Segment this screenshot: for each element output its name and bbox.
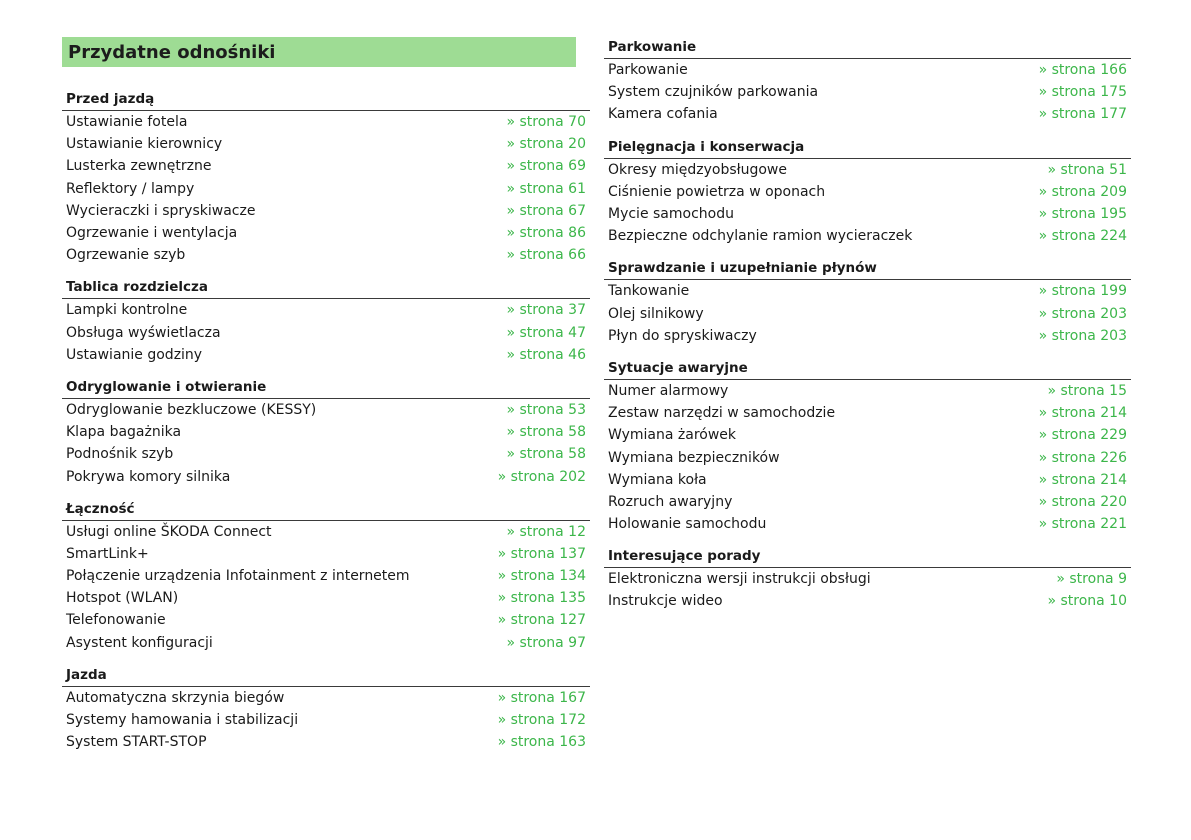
section-przed-jazda	[62, 88, 590, 266]
page-reference-link[interactable]: » strona 9	[1056, 571, 1127, 588]
topic-label: System START-STOP	[66, 734, 207, 751]
topic-label: Wymiana żarówek	[608, 427, 737, 444]
section-heading: Tablica rozdzielcza	[62, 276, 590, 299]
page-reference-link[interactable]: » strona 224	[1038, 228, 1127, 245]
topic-label: Tankowanie	[608, 283, 690, 300]
link-row	[604, 590, 1131, 612]
link-row	[604, 469, 1131, 491]
topic-label: Ogrzewanie szyb	[66, 247, 186, 264]
topic-label: Połączenie urządzenia Infotainment z internetem	[66, 568, 410, 585]
page-reference-link[interactable]: » strona 127	[497, 612, 586, 629]
page-reference-link[interactable]: » strona 12	[506, 523, 586, 540]
page-reference-link[interactable]: » strona 220	[1038, 493, 1127, 510]
link-row	[604, 59, 1131, 81]
topic-label: Holowanie samochodu	[608, 516, 767, 533]
topic-label: Płyn do spryskiwaczy	[608, 327, 757, 344]
section-sprawdzanie-i-uzupelnianie-plynow	[604, 257, 1131, 347]
topic-label: Telefonowanie	[66, 612, 166, 629]
topic-label: Rozruch awaryjny	[608, 493, 733, 510]
topic-label: Kamera cofania	[608, 106, 718, 123]
page-reference-link[interactable]: » strona 37	[506, 302, 586, 319]
section-heading: Przed jazdą	[62, 88, 590, 111]
topic-label: System czujników parkowania	[608, 84, 819, 101]
topic-label: Reflektory / lampy	[66, 180, 195, 197]
topic-label: Ciśnienie powietrza w oponach	[608, 183, 826, 200]
topic-label: Wycieraczki i spryskiwacze	[66, 202, 256, 219]
link-row	[62, 543, 590, 565]
page-reference-link[interactable]: » strona 177	[1038, 106, 1127, 123]
link-row	[604, 568, 1131, 590]
section-interesujace-porady	[604, 545, 1131, 612]
link-row	[604, 446, 1131, 468]
link-row	[62, 222, 590, 244]
page-reference-link[interactable]: » strona 86	[506, 225, 586, 242]
link-row	[62, 244, 590, 266]
topic-label: SmartLink+	[66, 545, 149, 562]
topic-label: Lusterka zewnętrzne	[66, 158, 212, 175]
section-heading: Odryglowanie i otwieranie	[62, 376, 590, 399]
section-heading: Łączność	[62, 498, 590, 521]
topic-label: Elektroniczna wersji instrukcji obsługi	[608, 571, 871, 588]
link-row	[62, 399, 590, 421]
page-reference-link[interactable]: » strona 214	[1038, 471, 1127, 488]
topic-label: Odryglowanie bezkluczowe (KESSY)	[66, 401, 317, 418]
link-row	[62, 465, 590, 487]
link-row	[62, 443, 590, 465]
page-reference-link[interactable]: » strona 137	[497, 545, 586, 562]
page-reference-link[interactable]: » strona 195	[1038, 206, 1127, 223]
section-pielegnacja-i-konserwacja	[604, 136, 1131, 248]
section-heading: Sytuacje awaryjne	[604, 357, 1131, 380]
page-reference-link[interactable]: » strona 203	[1038, 327, 1127, 344]
topic-label: Okresy międzyobsługowe	[608, 161, 787, 178]
page-reference-link[interactable]: » strona 70	[506, 114, 586, 131]
link-row	[62, 200, 590, 222]
page-reference-link[interactable]: » strona 15	[1047, 382, 1127, 399]
link-row	[62, 322, 590, 344]
topic-label: Numer alarmowy	[608, 382, 729, 399]
link-row	[604, 325, 1131, 347]
page-reference-link[interactable]: » strona 58	[506, 446, 586, 463]
topic-label: Automatyczna skrzynia biegów	[66, 689, 285, 706]
link-row	[604, 424, 1131, 446]
page-reference-link[interactable]: » strona 199	[1038, 283, 1127, 300]
page-reference-link[interactable]: » strona 10	[1047, 593, 1127, 610]
page-reference-link[interactable]: » strona 175	[1038, 84, 1127, 101]
page-reference-link[interactable]: » strona 66	[506, 247, 586, 264]
topic-label: Instrukcje wideo	[608, 593, 723, 610]
topic-label: Obsługa wyświetlacza	[66, 324, 221, 341]
section-tablica-rozdzielcza	[62, 276, 590, 366]
topic-label: Wymiana koła	[608, 471, 707, 488]
link-row	[604, 103, 1131, 125]
topic-label: Klapa bagażnika	[66, 424, 182, 441]
link-row	[604, 491, 1131, 513]
link-row	[604, 513, 1131, 535]
page-reference-link[interactable]: » strona 58	[506, 424, 586, 441]
section-sytuacje-awaryjne	[604, 357, 1131, 535]
link-row	[62, 133, 590, 155]
page-reference-link[interactable]: » strona 167	[497, 689, 586, 706]
link-row	[62, 587, 590, 609]
section-heading: Interesujące porady	[604, 545, 1131, 568]
topic-label: Lampki kontrolne	[66, 302, 188, 319]
page-reference-link[interactable]: » strona 209	[1038, 183, 1127, 200]
link-row	[604, 203, 1131, 225]
link-row	[62, 421, 590, 443]
section-heading: Jazda	[62, 664, 590, 687]
page-reference-link[interactable]: » strona 47	[506, 324, 586, 341]
page-reference-link[interactable]: » strona 214	[1038, 405, 1127, 422]
topic-label: Hotspot (WLAN)	[66, 590, 179, 607]
link-row	[62, 521, 590, 543]
page-reference-link[interactable]: » strona 134	[497, 568, 586, 585]
right-column	[604, 36, 1131, 623]
topic-label: Podnośnik szyb	[66, 446, 174, 463]
link-row	[604, 181, 1131, 203]
section-lacznosc	[62, 498, 590, 654]
topic-label: Olej silnikowy	[608, 305, 704, 322]
page-reference-link[interactable]: » strona 166	[1038, 62, 1127, 79]
topic-label: Ustawianie fotela	[66, 114, 188, 131]
page-reference-link[interactable]: » strona 69	[506, 158, 586, 175]
topic-label: Systemy hamowania i stabilizacji	[66, 712, 299, 729]
page-reference-link[interactable]: » strona 226	[1038, 449, 1127, 466]
link-row	[62, 178, 590, 200]
link-row	[604, 280, 1131, 302]
topic-label: Ustawianie godziny	[66, 346, 203, 363]
topic-label: Bezpieczne odchylanie ramion wycieraczek	[608, 228, 913, 245]
page-reference-link[interactable]: » strona 67	[506, 202, 586, 219]
link-row	[62, 687, 590, 709]
link-row	[604, 81, 1131, 103]
page-reference-link[interactable]: » strona 53	[506, 401, 586, 418]
link-row	[604, 303, 1131, 325]
link-row	[62, 632, 590, 654]
section-heading: Parkowanie	[604, 36, 1131, 59]
page-reference-link[interactable]: » strona 203	[1038, 305, 1127, 322]
link-row	[62, 609, 590, 631]
page-reference-link[interactable]: » strona 229	[1038, 427, 1127, 444]
link-row	[62, 111, 590, 133]
page-reference-link[interactable]: » strona 97	[506, 634, 586, 651]
topic-label: Mycie samochodu	[608, 206, 734, 223]
link-row	[62, 565, 590, 587]
page-reference-link[interactable]: » strona 46	[506, 346, 586, 363]
link-row	[62, 731, 590, 753]
topic-label: Wymiana bezpieczników	[608, 449, 780, 466]
page-reference-link[interactable]: » strona 202	[497, 468, 586, 485]
section-heading: Pielęgnacja i konserwacja	[604, 136, 1131, 159]
link-row	[604, 159, 1131, 181]
topic-label: Asystent konfiguracji	[66, 634, 213, 651]
page-reference-link[interactable]: » strona 221	[1038, 516, 1127, 533]
page-title: Przydatne odnośniki	[68, 41, 276, 63]
page-reference-link[interactable]: » strona 61	[506, 180, 586, 197]
link-row	[604, 225, 1131, 247]
topic-label: Pokrywa komory silnika	[66, 468, 231, 485]
link-row	[62, 299, 590, 321]
page-reference-link[interactable]: » strona 135	[497, 590, 586, 607]
section-heading: Sprawdzanie i uzupełnianie płynów	[604, 257, 1131, 280]
link-row	[604, 402, 1131, 424]
topic-label: Zestaw narzędzi w samochodzie	[608, 405, 836, 422]
page-title-bar	[62, 37, 576, 67]
topic-label: Usługi online ŠKODA Connect	[66, 523, 272, 540]
section-jazda	[62, 664, 590, 754]
link-row	[62, 344, 590, 366]
link-row	[62, 709, 590, 731]
link-row	[62, 155, 590, 177]
section-odryglowanie-i-otwieranie	[62, 376, 590, 488]
topic-label: Parkowanie	[608, 62, 688, 79]
page-reference-link[interactable]: » strona 172	[497, 712, 586, 729]
page-reference-link[interactable]: » strona 163	[497, 734, 586, 751]
topic-label: Ogrzewanie i wentylacja	[66, 225, 238, 242]
left-column	[62, 88, 590, 763]
section-parkowanie	[604, 36, 1131, 126]
link-row	[604, 380, 1131, 402]
topic-label: Ustawianie kierownicy	[66, 136, 223, 153]
page-reference-link[interactable]: » strona 20	[506, 136, 586, 153]
page-reference-link[interactable]: » strona 51	[1047, 161, 1127, 178]
